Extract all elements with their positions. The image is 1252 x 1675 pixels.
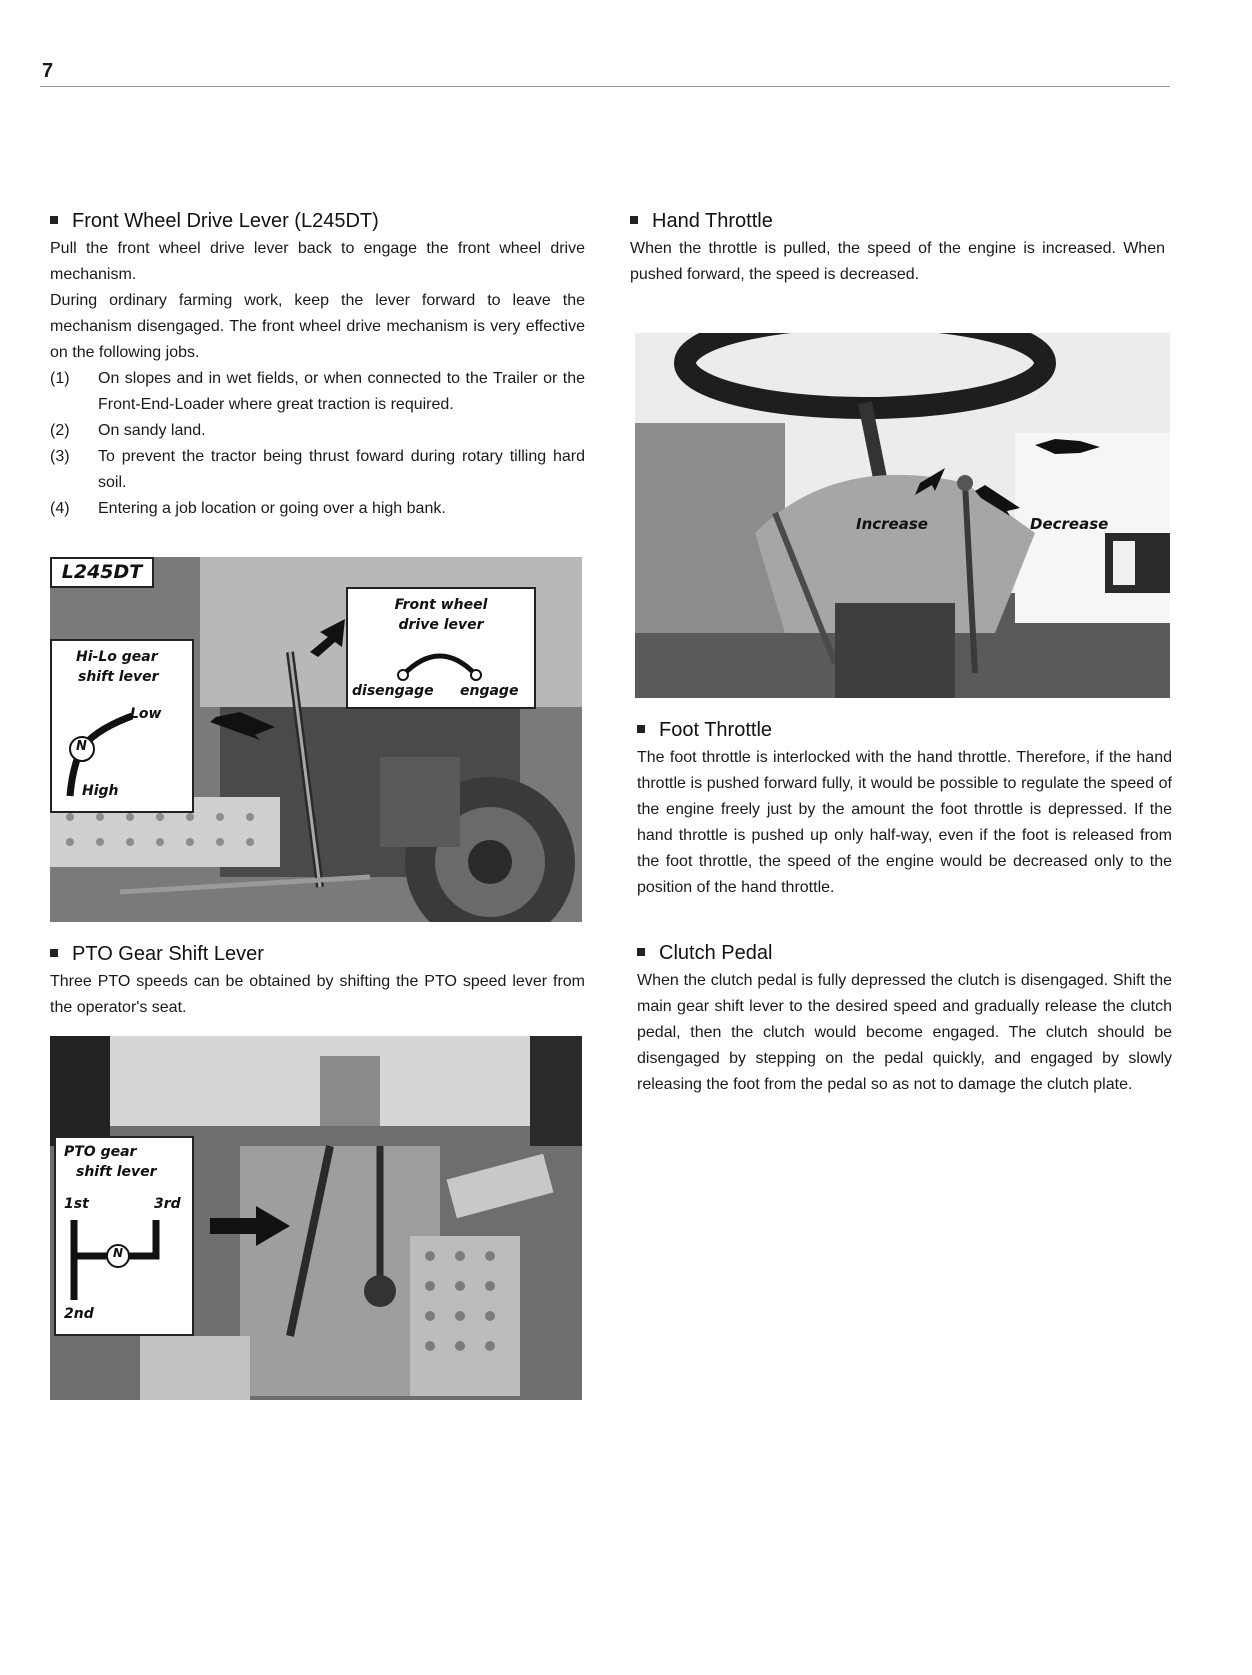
hi-lo-shift-pattern-icon (52, 641, 192, 811)
decrease-label: Decrease (1030, 515, 1109, 533)
front-wheel-paragraph-2: During ordinary farming work, keep the lever forward to leave the mechanism disengaged. The front wheel drive mechanism is very effective on the following jobs. (50, 292, 585, 361)
pto-heading: PTO Gear Shift Lever (50, 943, 264, 966)
clutch-body: When the clutch pedal is fully depressed the clutch is disengaged. Shift the main gear shift lever to the desired speed and gradually release the clutch pedal, then the clutch would become engaged. The clutch should be disengaged by stepping on the pedal quickly, and engaged by slowly releasing the foot from the pedal so as not to damage the clutch plate. (637, 972, 1172, 1093)
front-wheel-drive-lever-label: Front wheel drive lever disengage engage (346, 587, 536, 709)
pto-gear-shift-photo (50, 1036, 582, 1400)
foot-throttle-body: The foot throttle is interlocked with the hand throttle. Therefore, if the hand throttle is pushed forward fully, it would be possible to regulate the speed of the engine freely just by the amount the foot throttle is depressed. If the hand throttle is pushed up only half-way, even if the foot is released from the foot throttle, the speed of the engine would be decreased only to the position of the hand throttle. (637, 749, 1172, 896)
page-number: 7 (42, 60, 54, 82)
model-badge: L245DT (50, 557, 154, 588)
hand-throttle-heading: Hand Throttle (630, 210, 773, 233)
bullet-square-icon (50, 949, 58, 957)
clutch-heading: Clutch Pedal (637, 942, 772, 965)
pto-body: Three PTO speeds can be obtained by shifting the PTO speed lever from the operator's seat. (50, 973, 585, 1016)
list-item: (3) To prevent the tractor being thrust foward during rotary tilling hard soil. (50, 448, 585, 491)
hi-lo-gear-shift-label: Hi-Lo gear shift lever Low N High (50, 639, 194, 813)
front-wheel-body (50, 236, 585, 522)
increase-label: Increase (856, 515, 928, 533)
hand-throttle-body: When the throttle is pulled, the speed of the engine is increased. When pushed forward, the speed is decreased. (630, 240, 1165, 283)
list-item: (2) On sandy land. (50, 422, 206, 439)
front-wheel-job-list (50, 366, 585, 522)
list-item: (1) On slopes and in wet fields, or when connected to the Trailer or the Front-End-Loader where great traction is required. (50, 370, 585, 413)
pto-shift-pattern-icon (56, 1138, 192, 1334)
bullet-square-icon (637, 725, 645, 733)
list-item: (4) Entering a job location or going over a high bank. (50, 500, 446, 517)
front-wheel-paragraph-1: Pull the front wheel drive lever back to engage the front wheel drive mechanism. (50, 240, 585, 283)
hand-throttle-photo (635, 333, 1170, 698)
bullet-square-icon (50, 216, 58, 224)
bullet-square-icon (630, 216, 638, 224)
bullet-square-icon (637, 948, 645, 956)
foot-throttle-heading: Foot Throttle (637, 719, 772, 742)
front-wheel-drive-photo (50, 557, 582, 922)
top-rule (40, 86, 1170, 87)
pto-gear-shift-label: PTO gear shift lever 1st 3rd N 2nd (54, 1136, 194, 1336)
front-wheel-heading: Front Wheel Drive Lever (L245DT) (50, 210, 379, 233)
